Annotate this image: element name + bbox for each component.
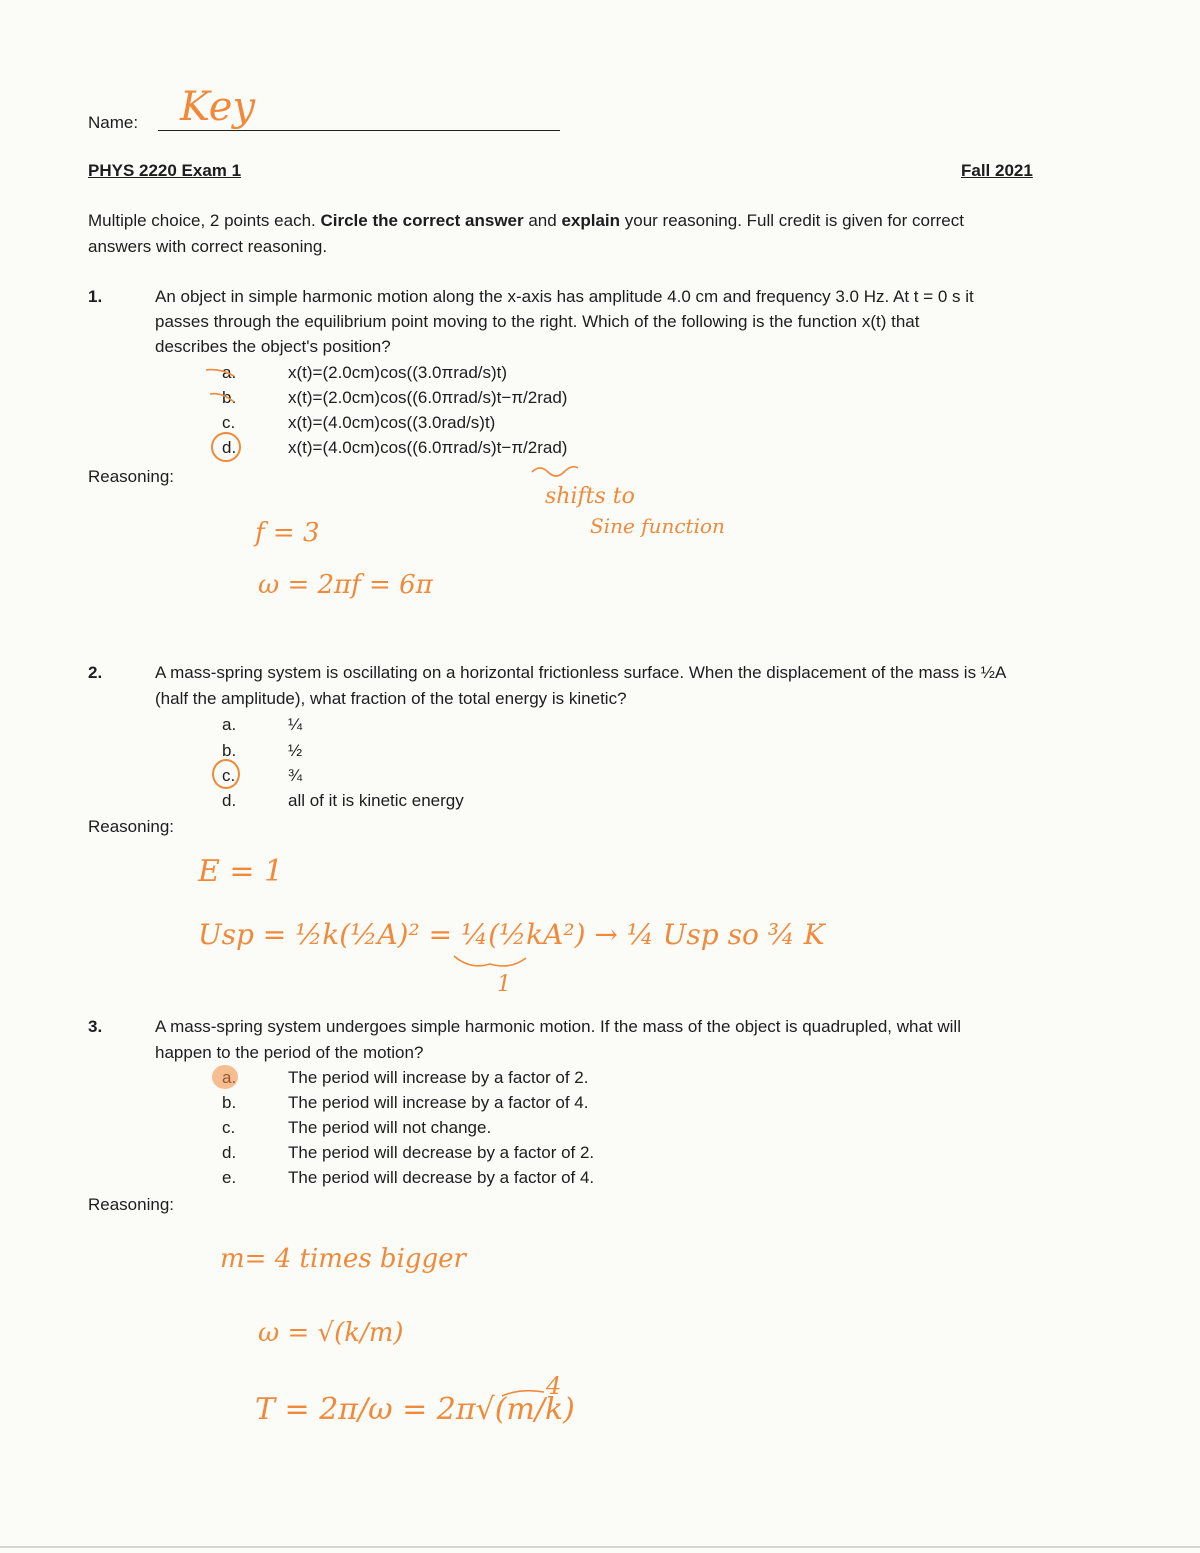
q3-option-c-text: The period will not change. xyxy=(288,1118,492,1137)
q1-option-b-letter[interactable]: b. xyxy=(222,388,237,407)
q3-option-c-letter[interactable]: c. xyxy=(222,1118,236,1137)
question-1-line-2: passes through the equilibrium point moving to the right. Which of the following is the function x(t) that xyxy=(155,312,920,331)
q1-option-b-text: x(t)=(2.0cm)cos((6.0πrad/s)t−π/2rad) xyxy=(288,388,568,407)
instructions-emphasis: Circle the correct answer xyxy=(320,211,524,230)
name-underline xyxy=(158,130,560,131)
instructions-emphasis: explain xyxy=(561,211,621,230)
q3-arrow-line xyxy=(500,1384,550,1400)
q3-option-b-letter[interactable]: b. xyxy=(222,1093,237,1112)
name-label: Name: xyxy=(88,113,139,132)
question-1-line-1: An object in simple harmonic motion along the x-axis has amplitude 4.0 cm and frequency 3.0 Hz. At t = 0 s it xyxy=(155,287,974,306)
instructions-text: your reasoning. Full credit is given for correct xyxy=(620,211,964,230)
q3-hw-omega: ω = √(k/m) xyxy=(258,1318,404,1348)
instructions-line-1 xyxy=(88,210,964,232)
q1-reasoning-label: Reasoning: xyxy=(88,467,175,486)
question-2-line-2: (half the amplitude), what fraction of the total energy is kinetic? xyxy=(155,689,627,708)
instructions-text: and xyxy=(523,211,562,230)
q3-option-e-text: The period will decrease by a factor of 4. xyxy=(288,1168,595,1187)
q2-hw-equation: Usp = ½k(½A)² = ¼(½kA²) → ¼ Usp so ¾ K xyxy=(198,918,825,951)
question-2-number: 2. xyxy=(88,663,103,682)
q1-option-d-letter[interactable]: d. xyxy=(222,438,237,457)
q2-underbrace xyxy=(450,952,530,972)
q1-option-d-text: x(t)=(4.0cm)cos((6.0πrad/s)t−π/2rad) xyxy=(288,438,568,457)
q1-hw-omega: ω = 2πf = 6π xyxy=(258,570,433,600)
question-2-line-1: A mass-spring system is oscillating on a horizontal frictionless surface. When the displacement of the mass is ½A xyxy=(155,663,1007,682)
q3-answer-mark xyxy=(212,1065,238,1089)
q1-option-c-letter[interactable]: c. xyxy=(222,413,236,432)
course-title: PHYS 2220 Exam 1 xyxy=(88,161,242,180)
q3-option-e-letter[interactable]: e. xyxy=(222,1168,237,1187)
scan-edge xyxy=(0,1546,1200,1548)
q3-hw-period: T = 2π/ω = 2π√(m/k) xyxy=(255,1392,575,1427)
q3-hw-four: 4 xyxy=(546,1372,562,1400)
q1-answer-circle xyxy=(211,432,241,462)
question-1-number: 1. xyxy=(88,287,103,306)
q2-option-b-text: ½ xyxy=(288,741,303,760)
question-3-line-2: happen to the period of the motion? xyxy=(155,1043,424,1062)
q1-hw-note-1: shifts to xyxy=(545,484,635,509)
q1-strike-marks xyxy=(200,362,250,412)
q2-option-b-letter[interactable]: b. xyxy=(222,741,237,760)
q2-option-c-letter[interactable]: c. xyxy=(222,766,236,785)
q3-option-a-text: The period will increase by a factor of 2. xyxy=(288,1068,589,1087)
instructions-text: Multiple choice, 2 points each. xyxy=(88,211,321,230)
q2-reasoning-label: Reasoning: xyxy=(88,817,175,836)
q1-option-a-text: x(t)=(2.0cm)cos((3.0πrad/s)t) xyxy=(288,363,508,382)
q3-option-d-letter[interactable]: d. xyxy=(222,1143,237,1162)
q2-hw-energy: E = 1 xyxy=(198,854,284,889)
question-3-number: 3. xyxy=(88,1017,103,1036)
q2-option-d-letter[interactable]: d. xyxy=(222,791,237,810)
q3-hw-mass: m= 4 times bigger xyxy=(220,1244,466,1274)
q1-option-c-text: x(t)=(4.0cm)cos((3.0rad/s)t) xyxy=(288,413,496,432)
q1-option-a-letter[interactable]: a. xyxy=(222,363,237,382)
q1-squiggle xyxy=(530,462,580,478)
q2-option-a-text: ¼ xyxy=(288,715,303,734)
q2-answer-circle xyxy=(212,759,240,789)
question-3-line-1: A mass-spring system undergoes simple harmonic motion. If the mass of the object is quadrupled, what will xyxy=(155,1017,961,1036)
question-1-line-3: describes the object's position? xyxy=(155,337,391,356)
q2-option-c-text: ¾ xyxy=(288,766,303,785)
term: Fall 2021 xyxy=(961,161,1033,180)
q3-option-b-text: The period will increase by a factor of 4. xyxy=(288,1093,589,1112)
q1-hw-note-2: Sine function xyxy=(590,514,725,538)
q3-option-d-text: The period will decrease by a factor of 2. xyxy=(288,1143,595,1162)
q2-option-a-letter[interactable]: a. xyxy=(222,715,237,734)
q3-reasoning-label: Reasoning: xyxy=(88,1195,175,1214)
q2-hw-one: 1 xyxy=(497,972,511,997)
q2-option-d-text: all of it is kinetic energy xyxy=(288,791,464,810)
instructions-line-2: answers with correct reasoning. xyxy=(88,237,328,256)
q1-hw-f: f = 3 xyxy=(255,518,320,548)
name-value-handwritten: Key xyxy=(180,84,256,130)
